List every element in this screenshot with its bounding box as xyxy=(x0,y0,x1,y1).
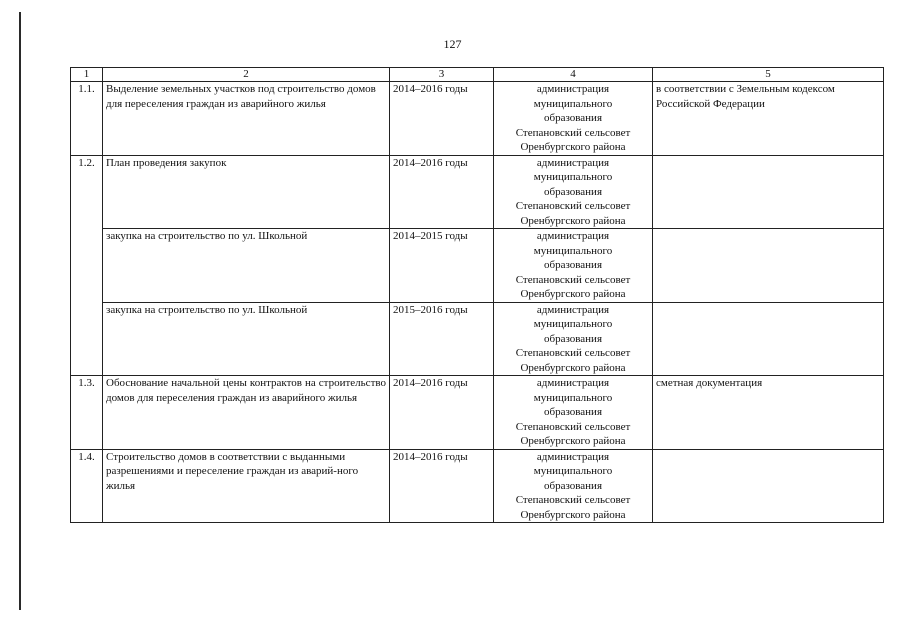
table-row xyxy=(71,229,884,303)
responsible-line: Оренбургского района xyxy=(520,214,626,227)
page-number: 127 xyxy=(443,37,462,51)
responsible-line: образования xyxy=(543,259,603,271)
period-cell: 2014–2016 годы xyxy=(390,449,494,523)
table-row xyxy=(71,449,884,523)
responsible-line: Степановский сельсовет xyxy=(515,347,631,359)
note-cell xyxy=(653,449,884,523)
row-number xyxy=(71,229,103,303)
responsible-line: Оренбургского района xyxy=(520,288,626,300)
responsible-line: образования xyxy=(543,479,603,492)
plan-table xyxy=(70,67,884,523)
period-cell: 2014–2016 годы xyxy=(390,155,494,229)
responsible-cell xyxy=(494,376,653,450)
table-row xyxy=(71,302,884,376)
responsible-line: Степановский сельсовет xyxy=(515,200,631,212)
note-cell xyxy=(653,302,884,376)
activity-cell: План проведения закупок xyxy=(103,155,390,229)
period-cell: 2014–2015 годы xyxy=(390,229,494,303)
note-cell xyxy=(653,155,884,229)
col-header-2: 2 xyxy=(103,68,390,82)
col-header-4: 4 xyxy=(494,68,653,82)
col-header-3: 3 xyxy=(390,68,494,82)
responsible-line: администрация xyxy=(536,230,610,242)
responsible-line: образования xyxy=(543,185,603,198)
responsible-line: муниципального xyxy=(533,318,613,330)
col-header-5: 5 xyxy=(653,68,884,82)
responsible-cell xyxy=(494,155,653,229)
responsible-line: администрация xyxy=(536,377,610,389)
responsible-line: муниципального xyxy=(533,391,613,404)
activity-cell: Обоснование начальной цены контрактов на строительство домов для переселения граждан из аварийного жилья xyxy=(103,376,390,450)
responsible-line: муниципального xyxy=(533,171,613,183)
responsible-line: Оренбургского района xyxy=(520,435,626,447)
row-number: 1.4. xyxy=(71,449,103,523)
row-number: 1.1. xyxy=(71,82,103,156)
activity-cell: Строительство домов в соответствии с выданными разрешениями и переселение граждан из аварий-ного жилья xyxy=(103,449,390,523)
activity-cell: закупка на строительство по ул. Школьной xyxy=(103,229,390,303)
note-cell: сметная документация xyxy=(653,376,884,450)
scan-edge-line xyxy=(19,12,21,610)
responsible-line: Оренбургского района xyxy=(520,508,626,521)
table-row xyxy=(71,376,884,450)
responsible-cell xyxy=(494,82,653,156)
responsible-cell xyxy=(494,449,653,523)
table-row xyxy=(71,155,884,229)
period-cell: 2014–2016 годы xyxy=(390,82,494,156)
responsible-line: администрация xyxy=(536,450,610,463)
responsible-line: Степановский сельсовет xyxy=(515,273,631,286)
note-cell: в соответствии с Земельным кодексом Российской Федерации xyxy=(653,82,884,156)
row-number xyxy=(71,302,103,376)
responsible-line: Оренбургского района xyxy=(520,361,626,374)
row-number: 1.2. xyxy=(71,155,103,229)
responsible-line: образования xyxy=(543,406,603,418)
row-number: 1.3. xyxy=(71,376,103,450)
table-row xyxy=(71,82,884,156)
responsible-cell xyxy=(494,229,653,303)
responsible-line: администрация xyxy=(536,83,610,95)
col-header-1: 1 xyxy=(71,68,103,82)
responsible-line: муниципального xyxy=(533,465,613,477)
responsible-line: администрация xyxy=(536,156,610,169)
activity-cell: закупка на строительство по ул. Школьной xyxy=(103,302,390,376)
responsible-line: Степановский сельсовет xyxy=(515,420,631,433)
responsible-line: администрация xyxy=(536,303,610,316)
period-cell: 2014–2016 годы xyxy=(390,376,494,450)
responsible-line: Оренбургского района xyxy=(520,141,626,153)
responsible-line: Степановский сельсовет xyxy=(515,494,631,506)
responsible-line: муниципального xyxy=(533,97,613,110)
responsible-line: образования xyxy=(543,112,603,124)
period-cell: 2015–2016 годы xyxy=(390,302,494,376)
responsible-cell xyxy=(494,302,653,376)
note-cell xyxy=(653,229,884,303)
responsible-line: образования xyxy=(543,332,603,345)
header-row xyxy=(71,68,884,82)
responsible-line: Степановский сельсовет xyxy=(515,126,631,139)
responsible-line: муниципального xyxy=(533,244,613,257)
activity-cell: Выделение земельных участков под строительство домов для переселения граждан из аварийного жилья xyxy=(103,82,390,156)
